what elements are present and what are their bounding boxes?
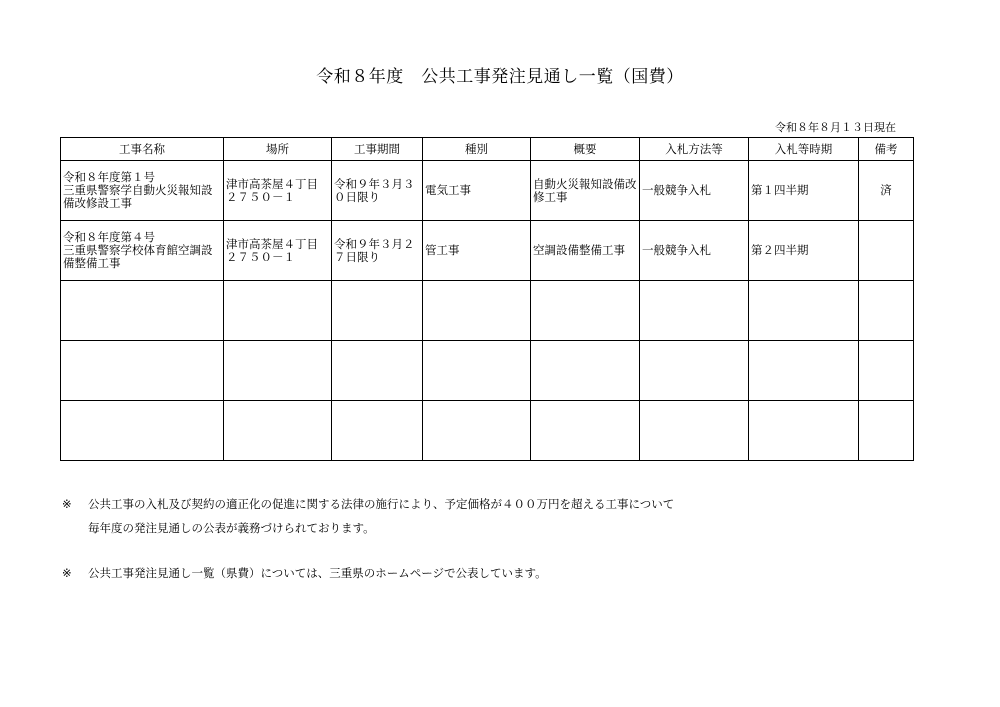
cell-summary: 空調設備整備工事 bbox=[531, 221, 640, 281]
cell-location bbox=[224, 281, 332, 341]
header-location: 場所 bbox=[224, 138, 332, 161]
cell-remarks bbox=[859, 221, 914, 281]
cell-project-name bbox=[61, 401, 224, 461]
cell-remarks bbox=[859, 281, 914, 341]
note-mark: ※ bbox=[62, 566, 72, 580]
cell-location: 津市高茶屋４丁目２７５０－１ bbox=[224, 221, 332, 281]
legal-notice-line-1 bbox=[62, 492, 674, 516]
cell-bid-method: 一般競争入札 bbox=[640, 221, 749, 281]
cell-period: 令和９年３月３０日限り bbox=[332, 161, 423, 221]
legal-notice-line-2: 毎年度の発注見通しの公表が義務づけられております。 bbox=[88, 521, 375, 535]
cell-remarks: 済 bbox=[859, 161, 914, 221]
table-row bbox=[61, 161, 914, 221]
legal-notice bbox=[62, 492, 674, 540]
prefectural-notice bbox=[62, 561, 547, 585]
table-header-row bbox=[61, 138, 914, 161]
header-bid-method: 入札方法等 bbox=[640, 138, 749, 161]
header-type: 種別 bbox=[423, 138, 531, 161]
header-period: 工事期間 bbox=[332, 138, 423, 161]
cell-bid-method bbox=[640, 341, 749, 401]
cell-remarks bbox=[859, 341, 914, 401]
header-bid-timing: 入札等時期 bbox=[749, 138, 859, 161]
cell-bid-method bbox=[640, 281, 749, 341]
cell-summary bbox=[531, 341, 640, 401]
cell-period bbox=[332, 281, 423, 341]
cell-type bbox=[423, 341, 531, 401]
construction-forecast-table bbox=[60, 137, 914, 461]
document-title: 令和８年度 公共工事発注見通し一覧（国費） bbox=[316, 67, 684, 87]
cell-bid-timing: 第１四半期 bbox=[749, 161, 859, 221]
note-mark: ※ bbox=[62, 497, 72, 511]
header-summary: 概要 bbox=[531, 138, 640, 161]
cell-bid-timing: 第２四半期 bbox=[749, 221, 859, 281]
prefectural-notice-text: 公共工事発注見通し一覧（県費）については、三重県のホームページで公表しています。 bbox=[88, 566, 547, 580]
cell-project-name: 令和８年度第４号 三重県警察学校体育館空調設備整備工事 bbox=[61, 221, 224, 281]
cell-location: 津市高茶屋４丁目２７５０－１ bbox=[224, 161, 332, 221]
cell-remarks bbox=[859, 401, 914, 461]
cell-project-name: 令和８年度第１号 三重県警察学自動火災報知設備改修設工事 bbox=[61, 161, 224, 221]
cell-type: 管工事 bbox=[423, 221, 531, 281]
cell-period bbox=[332, 401, 423, 461]
legal-notice-text-1: 公共工事の入札及び契約の適正化の促進に関する法律の施行により、予定価格が４００万円を超える工事について bbox=[88, 497, 675, 511]
header-project-name: 工事名称 bbox=[61, 138, 224, 161]
cell-summary bbox=[531, 401, 640, 461]
table-row bbox=[61, 281, 914, 341]
cell-location bbox=[224, 341, 332, 401]
cell-project-name bbox=[61, 341, 224, 401]
cell-project-name bbox=[61, 281, 224, 341]
table-row bbox=[61, 401, 914, 461]
cell-summary: 自動火災報知設備改修工事 bbox=[531, 161, 640, 221]
cell-bid-method bbox=[640, 401, 749, 461]
cell-bid-timing bbox=[749, 281, 859, 341]
cell-location bbox=[224, 401, 332, 461]
table-row bbox=[61, 341, 914, 401]
cell-summary bbox=[531, 281, 640, 341]
cell-bid-timing bbox=[749, 341, 859, 401]
cell-bid-timing bbox=[749, 401, 859, 461]
header-remarks: 備考 bbox=[859, 138, 914, 161]
cell-period bbox=[332, 341, 423, 401]
table-row bbox=[61, 221, 914, 281]
as-of-date: 令和８年８月１３日現在 bbox=[775, 121, 896, 134]
cell-type: 電気工事 bbox=[423, 161, 531, 221]
cell-bid-method: 一般競争入札 bbox=[640, 161, 749, 221]
cell-type bbox=[423, 401, 531, 461]
cell-period: 令和９年３月２７日限り bbox=[332, 221, 423, 281]
cell-type bbox=[423, 281, 531, 341]
